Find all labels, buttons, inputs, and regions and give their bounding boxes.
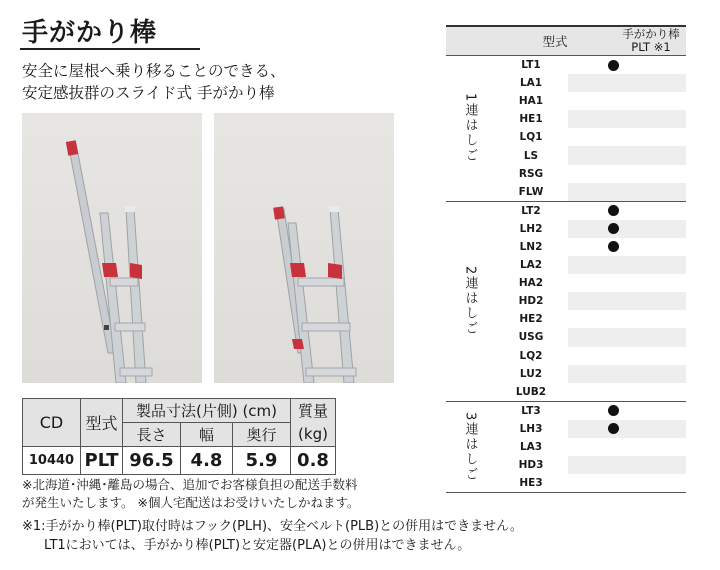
usage-note-line-1: ※1:手がかり棒(PLT)取付時はフック(PLH)、安全ベルト(PLB)との併用はできません。 [22,519,523,534]
header-plt-line-1: 手がかり棒 [622,27,680,41]
compat-cell [568,110,686,128]
model-row [494,146,686,164]
header-model: 型式 [81,399,123,447]
compat-cell [568,456,686,474]
compat-cell [568,56,686,74]
delivery-note [22,476,359,512]
compat-cell [568,292,686,310]
model-row [494,92,686,110]
model-row [494,328,686,346]
model-name: HD3 [518,459,544,472]
group-label-cell [446,202,494,401]
model-row [494,74,686,92]
model-row [494,438,686,456]
model-row [494,183,686,201]
compatibility-table [446,25,686,493]
model-row [494,365,686,383]
usage-note [22,517,523,555]
model-row [494,220,686,238]
cell-width: 4.8 [181,447,233,475]
compat-cell [568,438,686,456]
model-name: HE3 [519,477,543,490]
ladder-group [446,402,686,493]
model-name: HA2 [518,277,544,290]
model-name: LN2 [519,240,543,253]
group-label: 2連はしご [462,266,478,337]
compat-cell [568,420,686,438]
model-row [494,402,686,420]
model-name: LH3 [519,422,543,435]
compat-cell [568,256,686,274]
compatible-dot-icon [608,241,619,252]
model-row [494,347,686,365]
model-name: USG [518,331,544,344]
usage-note-line-2: LT1においては、手がかり棒(PLT)と安定器(PLA)との併用はできません。 [44,538,471,553]
product-description [22,60,286,104]
header-type: 型式 [542,34,568,49]
model-row [494,56,686,74]
model-name: HE1 [519,113,543,126]
header-weight: 質量 [291,399,336,423]
header-weight-unit: (kg) [291,423,336,447]
compat-cell [568,402,686,420]
compat-cell [568,183,686,201]
group-label-cell [446,402,494,492]
product-photo-retracted [214,113,394,383]
model-name: HA1 [518,95,544,108]
compat-cell [568,74,686,92]
model-row [494,128,686,146]
compat-cell [568,474,686,492]
model-row [494,274,686,292]
cell-cd: 10440 [23,447,81,475]
compat-cell [568,328,686,346]
ladder-group [446,202,686,402]
model-name: LU2 [519,367,543,380]
model-name: LS [523,149,539,162]
model-name: LT3 [521,404,541,417]
compatible-dot-icon [608,205,619,216]
ladder-group [446,56,686,202]
compatible-dot-icon [608,423,619,434]
compatible-dot-icon [608,405,619,416]
header-size: 製品寸法(片側) (cm) [123,399,291,423]
group-label: 3連はしご [462,411,478,483]
compat-cell [568,146,686,164]
model-row [494,420,686,438]
model-name: LQ2 [519,349,543,362]
model-row [494,256,686,274]
model-name: RSG [518,167,544,180]
compat-cell [568,128,686,146]
model-row [494,238,686,256]
model-name: HD2 [518,295,544,308]
cell-depth: 5.9 [233,447,291,475]
header-width: 幅 [181,423,233,447]
compat-cell [568,347,686,365]
cell-model: PLT [81,447,123,475]
model-row [494,474,686,492]
model-row [494,310,686,328]
description-line-2: 安定感抜群のスライド式 手がかり棒 [22,84,275,102]
model-row [494,292,686,310]
compatibility-header [446,25,686,56]
model-row [494,383,686,401]
group-label-cell [446,56,494,201]
model-name: FLW [518,185,544,198]
compatible-dot-icon [608,223,619,234]
header-plt [616,27,686,55]
model-name: LQ1 [519,131,543,144]
compat-cell [568,365,686,383]
spec-table [22,398,336,475]
model-name: LA2 [519,259,543,272]
compat-cell [568,202,686,220]
compat-cell [568,383,686,401]
description-line-1: 安全に屋根へ乗り移ることのできる、 [22,62,286,80]
model-name: HE2 [519,313,543,326]
header-depth: 奥行 [233,423,291,447]
compat-cell [568,92,686,110]
title-underline [20,48,200,50]
compat-cell [568,310,686,328]
compat-cell [568,165,686,183]
page-title: 手がかり棒 [22,18,158,48]
compatible-dot-icon [608,60,619,71]
model-name: LT1 [521,59,541,72]
delivery-note-line-2: が発生いたします。 ※個人宅配送はお受けいたしかねます。 [22,495,360,510]
header-plt-line-2: PLT ※1 [631,40,671,54]
model-row [494,202,686,220]
model-name: LA1 [519,77,543,90]
group-label: 1連はしご [462,93,478,164]
compat-cell [568,238,686,256]
product-photo-extended [22,113,202,383]
model-name: LA3 [519,441,543,454]
model-name: LT2 [521,204,541,217]
model-row [494,110,686,128]
delivery-note-line-1: ※北海道･沖縄･離島の場合、追加でお客様負担の配送手数料 [22,477,358,492]
compat-cell [568,220,686,238]
cell-weight: 0.8 [291,447,336,475]
model-name: LH2 [519,222,543,235]
compatibility-body [446,56,686,493]
cell-length: 96.5 [123,447,181,475]
model-row [494,456,686,474]
model-name: LUB2 [515,385,547,398]
model-row [494,165,686,183]
header-cd: CD [23,399,81,447]
header-length: 長さ [123,423,181,447]
compat-cell [568,274,686,292]
